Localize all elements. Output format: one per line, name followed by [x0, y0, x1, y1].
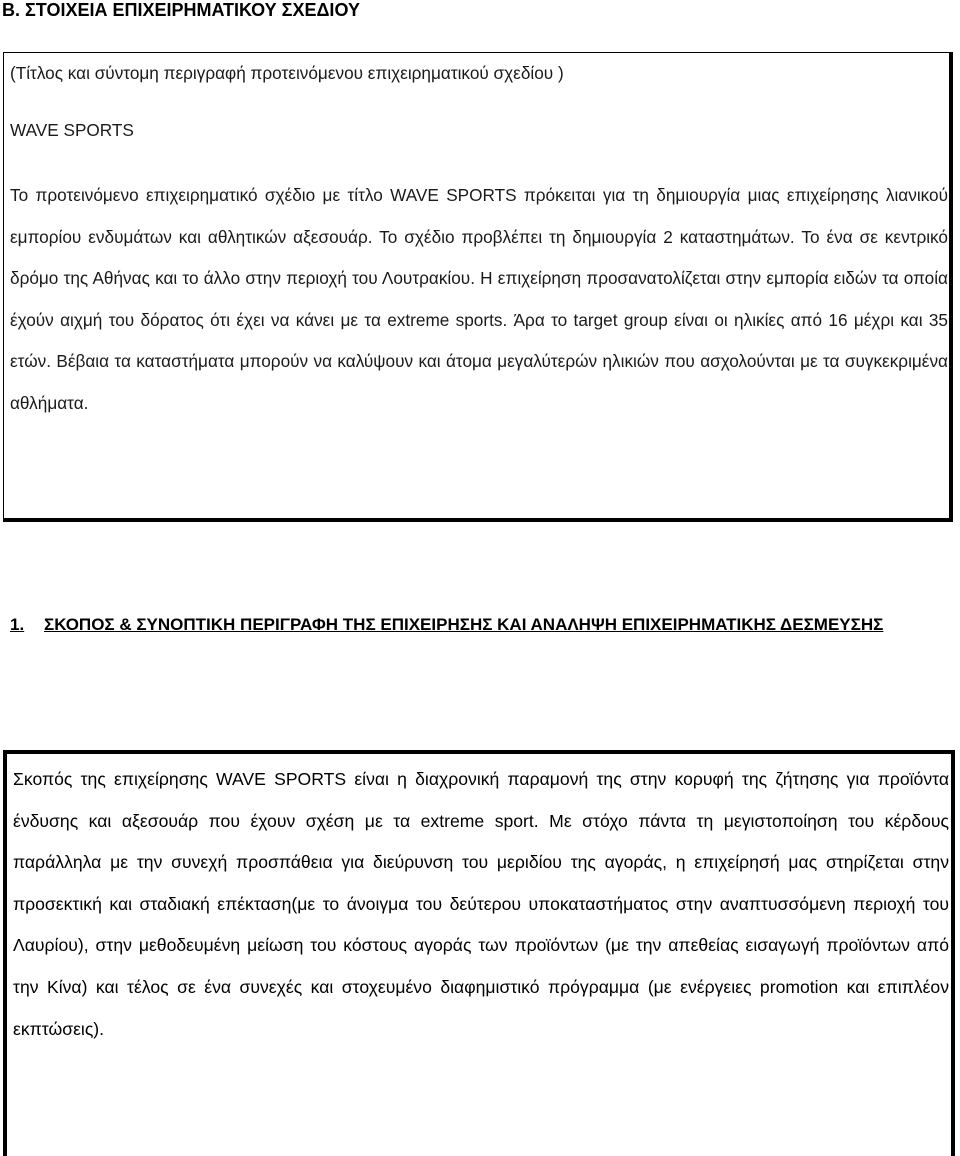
purpose-description: Σκοπός της επιχείρησης WAVE SPORTS είναι η διαχρονική παραμονή της στην κορυφή της ζήτησης για προϊόντα ένδυσης και αξεσουάρ που έχουν σχέση με τα extreme sport. Με στόχο πάντα τη μεγιστοποίηση του κέρδους παράλληλα με την συνεχή προσπάθεια για διεύρυνση του μεριδίου της αγοράς, η επιχείρησή μας στηρίζεται στην προσεκτική και σταδιακή επέκταση(με το άνοιγμα του δεύτερου υποκαταστήματος στην αναπτυσσόμενη περιοχή του Λαυρίου), στην μεθοδευμένη μείωση του κόστους αγοράς των προϊόντων (με την απεθείας εισαγωγή προϊόντων από την Κίνα) και τέλος σε ένα συνεχές και στοχευμένο διαφημιστικό πρόγραμμα (με ενέργειες promotion και επιπλέον εκπτώσεις).: [13, 769, 949, 1039]
numbered-section-heading: [10, 603, 949, 647]
plan-summary-box: [3, 52, 953, 522]
plan-description: Το προτεινόμενο επιχειρηματικό σχέδιο με τίτλο WAVE SPORTS πρόκειται για τη δημιουργία μιας επιχείρησης λιανικού εμπορίου ενδυμάτων και αθλητικών αξεσουάρ. Το σχέδιο προβλέπει τη δημιουργία 2 καταστημάτων. Το ένα σε κεντρικό δρόμο της Αθήνας και το άλλο στην περιοχή του Λουτρακίου. Η επιχείρηση προσανατολίζεται στην εμπορία ειδών τα οποία έχούν αιχμή του δόρατος ότι έχει να κάνει με τα extreme sports. Άρα το target group είναι οι ηλικίες από 16 μέχρι και 35 ετών. Βέβαια τα καταστήματα μπορούν να καλύψουν και άτομα μεγαλύτερών ηλικιών που ασχολούνται με τα συγκεκριμένα αθλήματα.: [10, 185, 948, 413]
section-number: 1.: [10, 615, 25, 634]
plan-intro-instruction: (Τίτλος και σύντομη περιγραφή προτεινόμενου επιχειρηματικού σχεδίου ): [10, 63, 564, 83]
plan-title: WAVE SPORTS: [10, 120, 134, 140]
section-heading: Β. ΣΤΟΙΧΕΙΑ ΕΠΙΧΕΙΡΗΜΑΤΙΚΟΥ ΣΧΕΔΙΟΥ: [2, 0, 360, 20]
section-heading-text: ΣΚΟΠΟΣ & ΣΥΝΟΠΤΙΚΗ ΠΕΡΙΓΡΑΦΗ ΤΗΣ ΕΠΙΧΕΙΡΗΣΗΣ ΚΑΙ ΑΝΑΛΗΨΗ ΕΠΙΧΕΙΡΗΜΑΤΙΚΗΣ ΔΕΣΜΕΥΣΗΣ: [44, 615, 884, 634]
purpose-description-box: [3, 750, 955, 1156]
